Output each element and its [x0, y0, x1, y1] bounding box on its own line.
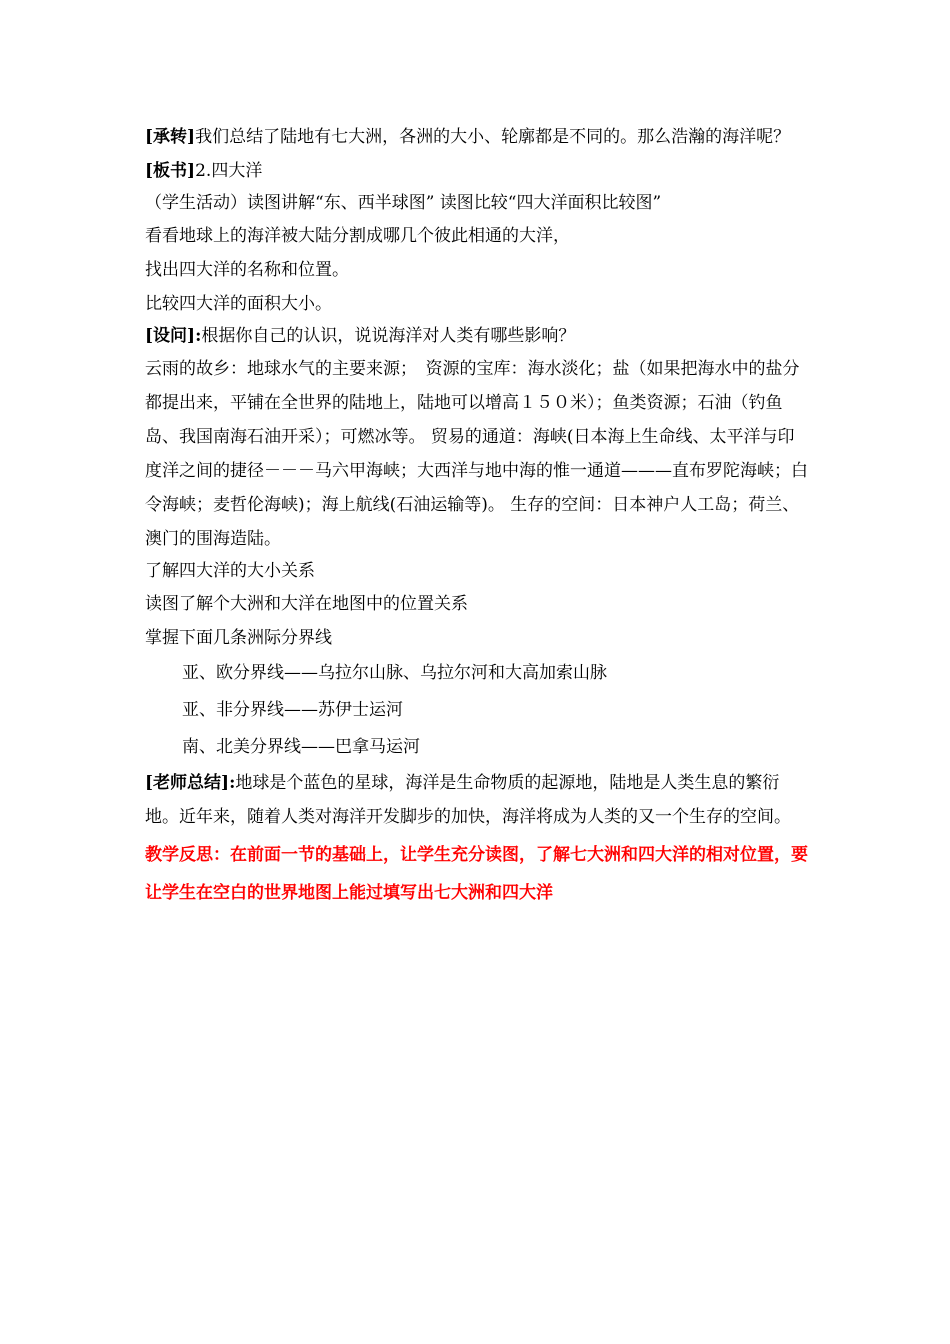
question-paragraph — [145, 321, 810, 352]
question-text: 根据你自己的认识，说说海洋对人类有哪些影响？ — [201, 326, 576, 346]
summary-text: 地球是个蓝色的星球，海洋是生命物质的起源地，陆地是人类生息的繁衍地。近年来，随着人类对海洋开发脚步的加快，海洋将成为人类的又一个生存的空间。 — [145, 773, 791, 827]
boundary-americas: 南、北美分界线——巴拿马运河 — [182, 737, 420, 757]
transition-text: 我们总结了陆地有七大洲，各洲的大小、轮廓都是不同的。那么浩瀚的海洋呢？ — [195, 127, 791, 147]
teacher-summary-paragraph — [145, 766, 810, 834]
student-activity-line: （学生活动）读图讲解“东、西半球图” 读图比较“四大洋面积比较图” — [145, 193, 662, 213]
boundaries-intro-line: 掌握下面几条洲际分界线 — [145, 628, 332, 648]
map-position-line: 读图了解个大洲和大洋在地图中的位置关系 — [145, 594, 468, 614]
board-text: 2.四大洋 — [195, 161, 263, 181]
ocean-names-line: 找出四大洋的名称和位置。 — [145, 260, 349, 280]
summary-tag: [老师总结]: — [145, 773, 236, 793]
boundary-asia-europe: 亚、欧分界线——乌拉尔山脉、乌拉尔河和大高加索山脉 — [182, 663, 607, 683]
board-heading — [145, 154, 810, 188]
board-tag: [板书] — [145, 161, 196, 181]
ocean-area-line: 比较四大洋的面积大小。 — [145, 294, 332, 314]
boundary-asia-africa: 亚、非分界线——苏伊士运河 — [182, 700, 403, 720]
transition-tag: [承转] — [145, 127, 196, 147]
teaching-reflection: 教学反思：在前面一节的基础上，让学生充分读图，了解七大洲和四大洋的相对位置，要让学生在空白的世界地图上能过填写出七大洲和四大洋 — [145, 845, 808, 903]
question-tag: [设问]: — [145, 326, 202, 346]
transition-paragraph — [145, 120, 810, 154]
ocean-division-line: 看看地球上的海洋被大陆分割成哪几个彼此相通的大洋， — [145, 226, 570, 246]
ocean-influence-paragraph: 云雨的故乡：地球水气的主要来源； 资源的宝库：海水淡化；盐（如果把海水中的盐分都提出来，平铺在全世界的陆地上，陆地可以增高１５０米）；鱼类资源；石油（钓鱼岛、我国南海石油开采）；可燃冰等。 贸易的通道：海峡(日本海上生命线、太平洋与印度洋之间的捷径－－－马六甲海峡；大西洋与地中海的惟一通道———直布罗陀海峡；白令海峡；麦哲伦海峡)；海上航线(石油运输等)。 生存的空间：日本神户人工岛；荷兰、澳门的围海造陆。 — [145, 359, 808, 549]
document-body — [145, 120, 810, 912]
ocean-size-line: 了解四大洋的大小关系 — [145, 561, 315, 581]
